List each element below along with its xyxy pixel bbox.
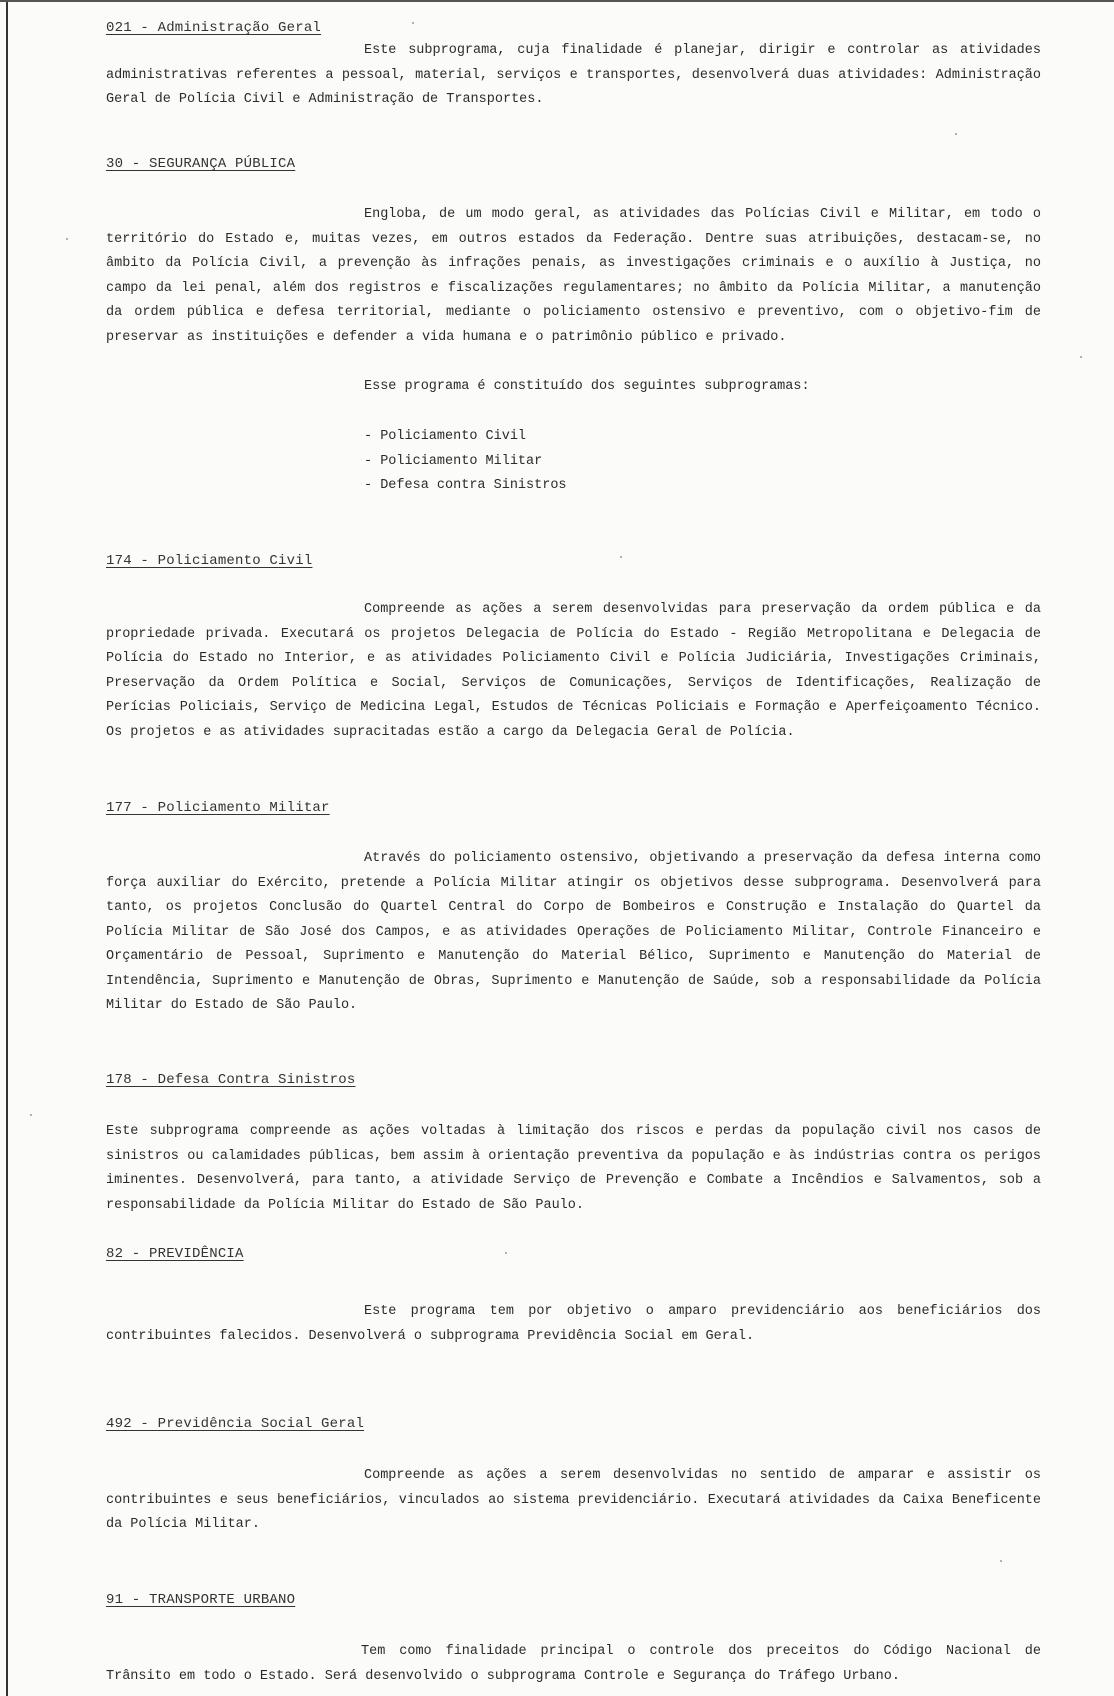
scan-speck bbox=[1080, 356, 1082, 358]
scan-speck bbox=[66, 238, 68, 240]
section-heading-174: 174 - Policiamento Civil bbox=[106, 553, 313, 569]
section-heading-91: 91 - TRANSPORTE URBANO bbox=[106, 1592, 296, 1608]
section-paragraph-30: Engloba, de um modo geral, as atividades das Polícias Civil e Militar, em todo o território do Estado e, muitas vezes, em outros estados da Federação. Dentre suas atribuições, destacam-se, no âmbito da Polícia Civil, a prevenção às infrações penais, as investigações criminais e o auxílio à Justiça, no campo da lei penal, além dos registros e fiscalizações regulamentares; no âmbito da Polícia Militar, a manutenção da ordem pública e defesa territorial, mediante o policiamento ostensivo e preventivo, com o objetivo-fim de preservar as instituições e defender a vida humana e o patrimônio público e privado. bbox=[106, 207, 1041, 345]
section-heading-492: 492 - Previdência Social Geral bbox=[106, 1416, 365, 1432]
scan-speck bbox=[30, 1114, 32, 1116]
section-heading-82: 82 - PREVIDÊNCIA bbox=[106, 1246, 244, 1262]
section-paragraph-021: Este subprograma, cuja finalidade é planejar, dirigir e controlar as atividades administrativas referentes a pessoal, material, serviços e transportes, desenvolverá duas atividades: Administração Geral de Polícia Civil e Administração de Transportes. bbox=[106, 43, 1041, 107]
list-item: - Policiamento Civil bbox=[364, 429, 527, 444]
section-paragraph-82: Este programa tem por objetivo o amparo previdenciário aos beneficiários dos contribuintes falecidos. Desenvolverá o subprograma Previdência Social em Geral. bbox=[106, 1304, 1041, 1344]
scan-speck bbox=[1000, 1560, 1002, 1562]
scan-speck bbox=[620, 556, 622, 558]
list-item: - Policiamento Militar bbox=[364, 453, 543, 469]
section-heading-021: 021 - Administração Geral bbox=[106, 20, 322, 36]
section-paragraph-492: Compreende as ações a serem desenvolvidas no sentido de amparar e assistir os contribuintes e seus beneficiários, vinculados ao sistema previdenciário. Executará atividades da Caixa Beneficente da Polícia Militar. bbox=[106, 1468, 1041, 1532]
section-heading-30: 30 - SEGURANÇA PÚBLICA bbox=[106, 156, 296, 172]
scan-speck bbox=[505, 1252, 507, 1254]
subprograms-list bbox=[364, 425, 567, 499]
scan-speck bbox=[955, 133, 957, 135]
section-paragraph-177: Através do policiamento ostensivo, objetivando a preservação da defesa interna como força auxiliar do Exército, pretende a Polícia Militar atingir os objetivos desse subprograma. Desenvolverá para tanto, os projetos Conclusão do Quartel Central do Corpo de Bombeiros e Construção e Instalação do Quartel da Polícia Militar de São José dos Campos, e as atividades Operações de Policiamento Militar, Controle Financeiro e Orçamentário de Pessoal, Suprimento e Manutenção do Material Bélico, Suprimento e Manutenção do Material de Intendência, Suprimento e Manutenção de Obras, Suprimento e Manutenção de Saúde, sob a responsabilidade da Polícia Militar do Estado de São Paulo. bbox=[106, 851, 1041, 1013]
section-heading-177: 177 - Policiamento Militar bbox=[106, 800, 330, 816]
section-paragraph-174: Compreende as ações a serem desenvolvidas para preservação da ordem pública e da propriedade privada. Executará os projetos Delegacia de Polícia do Estado - Região Metropolitana e Delegacia de Polícia do Estado no Interior, e as atividades Policiamento Civil e Polícia Judiciária, Investigações Criminais, Preservação da Ordem Política e Social, Serviços de Comunicações, Serviços de Identificações, Realização de Perícias Policiais, Serviço de Medicina Legal, Estudos de Técnicas Policiais e Formação e Aperfeiçoamento Técnico. Os projetos e as atividades supracitadas estão a cargo da Delegacia Geral de Polícia. bbox=[106, 602, 1041, 740]
subprograms-intro: Esse programa é constituído dos seguintes subprogramas: bbox=[364, 379, 810, 394]
scan-speck bbox=[412, 22, 414, 24]
section-paragraph-178: Este subprograma compreende as ações voltadas à limitação dos riscos e perdas da população civil nos casos de sinistros ou calamidades públicas, bem assim à orientação preventiva da população e às indústrias contra os perigos iminentes. Desenvolverá, para tanto, a atividade Serviço de Prevenção e Combate a Incêndios e Salvamentos, sob a responsabilidade da Polícia Militar do Estado de São Paulo. bbox=[106, 1124, 1041, 1213]
section-paragraph-91: Tem como finalidade principal o controle dos preceitos do Código Nacional de Trânsito em todo o Estado. Será desenvolvido o subprograma Controle e Segurança do Tráfego Urbano. bbox=[106, 1644, 1041, 1684]
list-item: - Defesa contra Sinistros bbox=[364, 478, 567, 493]
section-heading-178: 178 - Defesa Contra Sinistros bbox=[106, 1072, 356, 1088]
